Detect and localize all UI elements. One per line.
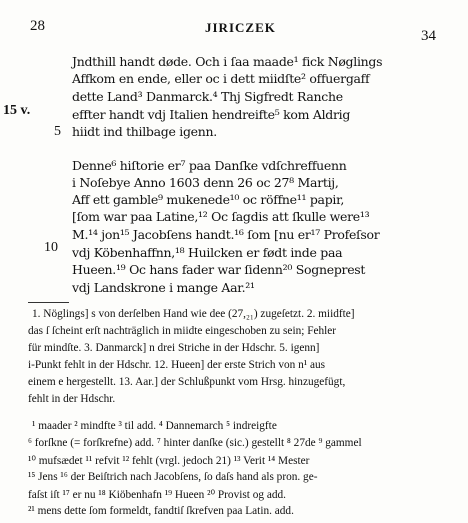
text-line: M.¹⁴ jon¹⁵ Jacobſens handt.¹⁶ ſom [nu er¹⁷ Profeſsor <box>72 227 380 242</box>
page-number-right: 34 <box>421 28 436 44</box>
margin-folio-label: 15 v. <box>3 103 31 118</box>
text-line: Hueen.¹⁹ Oc hans fader war ſidenn²⁰ Sogneprest <box>72 262 366 277</box>
apparatus-line: ²¹ mens dette ſom formeldt, fandtiſ ſkrefven paa Latin. add. <box>28 505 294 517</box>
text-line: Denne⁶ hiſtorie er⁷ paa Danſke vdſchreffuenn <box>72 158 347 173</box>
running-title: JIRICZEK <box>205 20 276 35</box>
text-line: dette Land³ Danmarck.⁴ Thj Sigfredt Ranche <box>72 89 343 104</box>
line-number-10: 10 <box>44 240 58 255</box>
footnote-line: für mindſte. 3. Danmarck] n drei Striche in der Hdschr. 5. igenn] <box>28 342 320 354</box>
apparatus-line: ¹⁵ Jens ¹⁶ der Beiſtrich nach Jacobſens, ſo daſs hand als pron. ge- <box>28 471 318 483</box>
text-line: Jndthill handt døde. Och i ſaa maade¹ fick Nøglings <box>72 54 383 69</box>
text-line: vdj Landskrone i mange Aar.²¹ <box>72 280 255 295</box>
apparatus-line: ⁶ forſkne (= forſkrefne) add. ⁷ hinter danſke (sic.) gestellt ⁸ 27de ⁹ gammel <box>28 437 362 449</box>
line-number-5: 5 <box>54 124 61 139</box>
apparatus-line: ¹⁰ mufsædet ¹¹ refvit ¹² fehlt (vrgl. jedoch 21) ¹³ Verit ¹⁴ Mester <box>28 455 310 467</box>
text-line: vdj Köbenhaffnn,¹⁸ Huilcken er født inde paa <box>72 245 343 260</box>
text-line: hiidt ind thilbage igenn. <box>72 124 217 139</box>
footnote-line: das ſ ſcheint erſt nachträglich in miidte eingeschoben zu sein; Fehler <box>28 325 337 337</box>
footnote-line: einem e hergestellt. 13. Aar.] der Schlußpunkt vom Hrsg. hinzugefügt, <box>28 376 346 388</box>
text-line: [ſom war paa Latine,¹² Oc ſagdis att ſkulle were¹³ <box>72 209 370 224</box>
text-line: Affkom en ende, eller oc i dett miidſte² offuergaff <box>72 71 370 86</box>
page-number-left: 28 <box>30 18 45 34</box>
footnote-rule <box>28 302 69 303</box>
apparatus-line: faſst iſt ¹⁷ er nu ¹⁸ Kiöbenhafn ¹⁹ Hueen ²⁰ Provist og add. <box>28 489 286 501</box>
text-line: i Noſebye Anno 1603 denn 26 oc 27⁸ Martij, <box>72 175 339 190</box>
footnote-line: i-Punkt fehlt in der Hdschr. 12. Hueen] der erste Strich von n¹ aus <box>28 359 326 371</box>
footnote-line: 1. Nöglings] s von derſelben Hand wie dee (27,₂₁) zugeſetzt. 2. miidfte] <box>32 308 355 320</box>
text-line: Aff ett gamble⁹ mukenede¹⁰ oc röffne¹¹ papir, <box>72 192 345 207</box>
apparatus-line: ¹ maader ² mindfte ³ til add. ⁴ Dannemarch ⁵ indreigfte <box>32 420 277 432</box>
footnote-line: fehlt in der Hdschr. <box>28 393 116 405</box>
text-line: effter handt vdj Italien hendreifte⁵ kom Aldrig <box>72 107 351 122</box>
